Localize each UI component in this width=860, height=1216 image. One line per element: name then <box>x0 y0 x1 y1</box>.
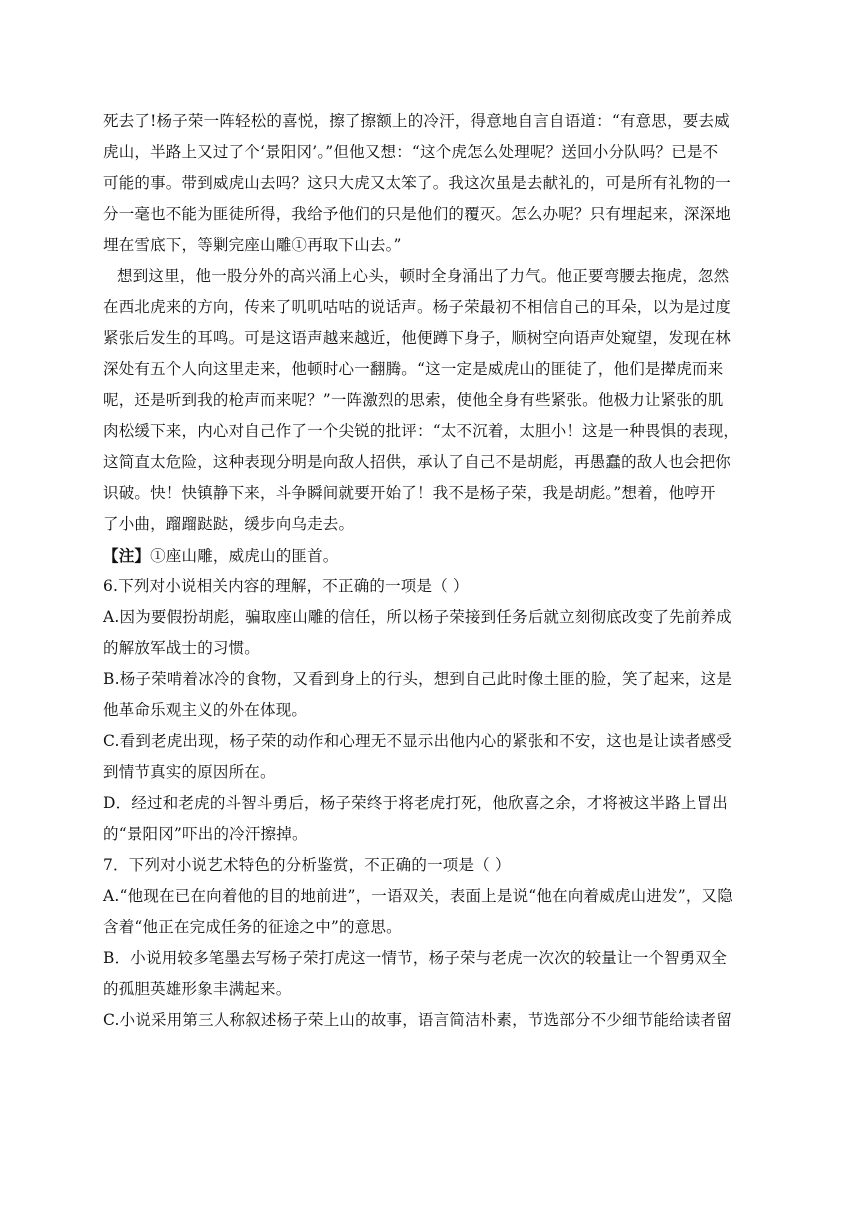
note-line <box>103 540 733 571</box>
passage-line: 紧张后发生的耳鸣。可是这语声越来越近，他便蹲下身子，顺树空向语声处窥望，发现在林 <box>103 329 732 347</box>
question-7-option-b-cont: 的孤胆英雄形象丰满起来。 <box>103 980 292 998</box>
note-text: ①座山雕，威虎山的匪首。 <box>150 547 339 565</box>
question-6-option-a-cont: 的解放军战士的习惯。 <box>103 639 261 657</box>
passage-line: 了小曲，蹓蹓跶跶，缓步向乌走去。 <box>103 515 355 533</box>
question-7-stem: 7．下列对小说艺术特色的分析鉴赏，不正确的一项是（ ） <box>103 856 511 874</box>
question-6-option-c-cont: 到情节真实的原因所在。 <box>103 763 276 781</box>
passage-line: 想到这里，他一股分外的高兴涌上心头，顿时全身涌出了力气。他正要弯腰去拖虎，忽然 <box>117 267 730 285</box>
passage-line: 死去了!杨子荣一阵轻松的喜悦，擦了擦额上的冷汗，得意地自言自语道：“有意思，要去威 <box>103 112 730 130</box>
passage-line: 深处有五个人向这里走来，他顿时心一翻腾。“这一定是威虎山的匪徒了，他们是撵虎而来 <box>103 360 724 378</box>
question-6-option-c: C.看到老虎出现，杨子荣的动作和心理无不显示出他内心的紧张和不安，这也是让读者感受 <box>103 732 732 750</box>
passage-line: 虎山，半路上又过了个‘景阳冈’。”但他又想：“这个虎怎么处理呢？送回小分队吗？已是不 <box>103 143 719 161</box>
note-label: 【注】 <box>103 546 151 565</box>
question-6-stem: 6.下列对小说相关内容的理解，不正确的一项是（ ） <box>103 577 469 595</box>
passage-text <box>103 106 740 1036</box>
question-7-option-c: C.小说采用第三人称叙述杨子荣上山的故事，语言简洁朴素，节选部分不少细节能给读者留 <box>103 1011 732 1029</box>
passage-line: 可能的事。带到威虎山去吗？这只大虎又太笨了。我这次虽是去献礼的，可是所有礼物的一 <box>103 174 732 192</box>
question-7-option-b: B．小说用较多笔墨去写杨子荣打虎这一情节，杨子荣与老虎一次次的较量让一个智勇双全 <box>103 949 727 967</box>
question-7-option-a-cont: 含着“他正在完成任务的征途之中”的意思。 <box>103 918 402 936</box>
passage-line: 埋在雪底下，等剿完座山雕①再取下山去。” <box>103 236 402 254</box>
question-6-option-a: A.因为要假扮胡彪，骗取座山雕的信任，所以杨子荣接到任务后就立刻彻底改变了先前养成 <box>103 608 732 626</box>
question-6-option-b: B.杨子荣啃着冰冷的食物，又看到身上的行头，想到自己此时像土匪的脸，笑了起来，这是 <box>103 670 733 688</box>
question-6-option-b-cont: 他革命乐观主义的外在体现。 <box>103 701 308 719</box>
passage-line: 肉松缓下来，内心对自己作了一个尖锐的批评：“太不沉着，太胆小！这是一种畏惧的表现， <box>103 422 740 440</box>
question-6-option-d-cont: 的“景阳冈”吓出的冷汗擦掉。 <box>103 825 308 843</box>
question-6-option-d: D．经过和老虎的斗智斗勇后，杨子荣终于将老虎打死，他欣喜之余，才将被这半路上冒出 <box>103 794 728 812</box>
passage-line: 这简直太危险，这种表现分明是向敌人招供，承认了自己不是胡彪，再愚蠢的敌人也会把你 <box>103 453 732 471</box>
passage-line: 分一毫也不能为匪徒所得，我给予他们的只是他们的覆灭。怎么办呢？只有埋起来，深深地 <box>103 205 732 223</box>
passage-line: 呢，还是听到我的枪声而来呢？”一阵激烈的思索，使他全身有些紧张。他极力让紧张的肌 <box>103 391 724 409</box>
passage-line: 识破。快！快镇静下来，斗争瞬间就要开始了！我不是杨子荣，我是胡彪。”想着，他哼开 <box>103 484 716 502</box>
question-7-option-a: A.“他现在已在向着他的目的地前进”，一语双关，表面上是说“他在向着威虎山进发”，又隐 <box>103 887 733 905</box>
passage-line: 在西北虎来的方向，传来了叽叽咕咕的说话声。杨子荣最初不相信自己的耳朵，以为是过度 <box>103 298 732 316</box>
